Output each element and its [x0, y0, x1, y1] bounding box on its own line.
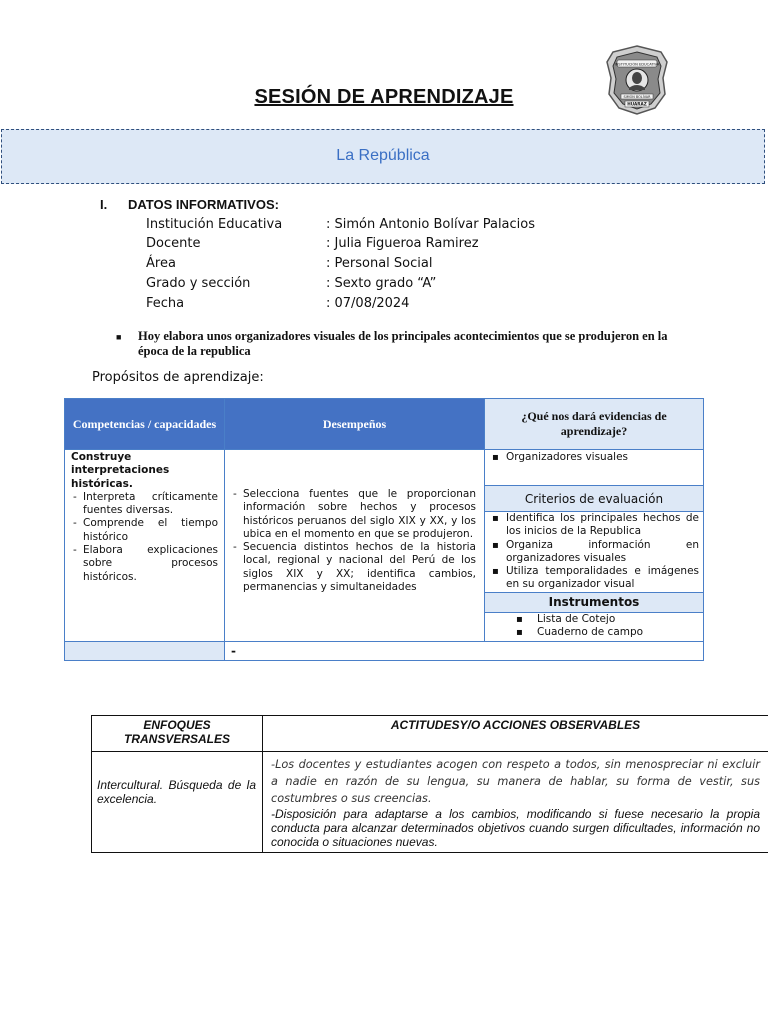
- list-item: - Elabora explicaciones sobre procesos históricos.: [71, 544, 218, 584]
- learning-purposes-table: [64, 398, 704, 661]
- accion-respeto: -Los docentes y estudiantes acogen con respeto a todos, sin menospreciar ni excluir a nadie en razón de su lengua, su manera de hablar, su forma de vestir, sus costumbres o sus creencias.: [271, 758, 760, 805]
- footer-cell-right: [224, 641, 704, 661]
- accion-adaptacion: -Disposición para adaptarse a los cambios, modificando si fuese necesario la propia conducta para alcanzar determinados objetivos cuando surgen dificultades, información no conocida o situaciones nuevas.: [271, 807, 760, 849]
- instrumentos-list: [513, 613, 703, 640]
- instrumentos-header: Instrumentos: [484, 592, 704, 613]
- evidencias-cell: [484, 449, 704, 486]
- info-row: [146, 296, 409, 311]
- list-item: - Interpreta críticamente fuentes diversas.: [71, 491, 218, 518]
- info-row: [146, 276, 436, 291]
- info-row: [146, 256, 432, 271]
- objective-bullet: [116, 329, 686, 359]
- page-title: SESIÓN DE APRENDIZAJE: [254, 86, 514, 108]
- enfoques-table: [91, 715, 768, 853]
- info-label: Docente: [146, 236, 201, 251]
- topic-banner: [1, 129, 765, 184]
- topic-title: La República: [336, 147, 430, 164]
- section-heading: [100, 197, 279, 212]
- info-value: : 07/08/2024: [326, 296, 410, 311]
- acciones-cell: [262, 751, 768, 853]
- competencias-cell: [64, 449, 225, 642]
- list-item: ▪ Organizadores visuales: [489, 451, 699, 464]
- info-label: Fecha: [146, 296, 185, 311]
- header-enfoques: ENFOQUES TRANSVERSALES: [91, 715, 263, 752]
- objective-text: Hoy elabora unos organizadores visuales de los principales acontecimientos que se produjeron en la época de la republica: [138, 329, 668, 358]
- section-numeral: I.: [100, 197, 108, 212]
- info-row: [146, 217, 535, 232]
- instrumentos-cell: [484, 612, 704, 642]
- square-bullet-icon: ■: [116, 332, 122, 342]
- competencia-title: Construye interpretaciones históricas.: [71, 451, 170, 490]
- list-item: ▪ Lista de Cotejo: [513, 613, 703, 626]
- header-evidencias: ¿Qué nos dará evidencias de aprendizaje?: [484, 398, 704, 450]
- criterios-cell: [484, 511, 704, 593]
- info-value: : Simón Antonio Bolívar Palacios: [326, 217, 536, 232]
- info-label: Grado y sección: [146, 276, 251, 291]
- list-item: ▪ Cuaderno de campo: [513, 626, 703, 639]
- desempenos-list: [231, 488, 476, 594]
- info-value: : Julia Figueroa Ramirez: [326, 236, 479, 251]
- list-item: - Secuencia distintos hechos de la historia local, regional y nacional del Perú de los siglos XIX y XX; identifica cambios, permanencias y simultaneidades: [231, 541, 476, 594]
- evidencias-list: [489, 451, 699, 464]
- header-competencias: Competencias / capacidades: [64, 398, 225, 450]
- logo-text-middle: SIMÓN BOLÍVAR: [623, 95, 651, 99]
- info-label: Institución Educativa: [146, 217, 283, 232]
- logo-text-top: INSTITUCIÓN EDUCATIVA: [614, 62, 660, 67]
- list-item: ▪ Identifica los principales hechos de los inicios de la Republica: [489, 512, 699, 539]
- enfoques-cell: Intercultural. Búsqueda de la excelencia.: [91, 751, 263, 853]
- info-row: [146, 236, 479, 251]
- info-value: : Personal Social: [326, 256, 433, 271]
- criterios-list: [489, 512, 699, 592]
- list-item: - Comprende el tiempo histórico: [71, 517, 218, 544]
- footer-cell-left: [64, 641, 225, 661]
- info-value: : Sexto grado “A”: [326, 276, 437, 291]
- header-acciones: ACTITUDESY/O ACCIONES OBSERVABLES: [262, 715, 768, 752]
- list-item: ▪ Organiza información en organizadores visuales: [489, 539, 699, 566]
- criterios-header: Criterios de evaluación: [484, 485, 704, 512]
- header-desempenos: Desempeños: [224, 398, 485, 450]
- propositos-label: Propósitos de aprendizaje:: [92, 370, 264, 385]
- desempenos-cell: [224, 449, 485, 642]
- list-item: - Selecciona fuentes que le proporcionan información sobre hechos y procesos históricos peruanos del siglo XIX y XX, y los ubica en el momento en que se produjeron.: [231, 488, 476, 541]
- list-item: ▪ Utiliza temporalidades e imágenes en su organizador visual: [489, 565, 699, 592]
- logo-text-bottom: HUARAZ: [627, 101, 647, 107]
- capacidades-list: [71, 491, 218, 584]
- section-title: DATOS INFORMATIVOS:: [128, 197, 279, 212]
- footer-dash: -: [231, 644, 236, 658]
- info-label: Área: [146, 256, 176, 271]
